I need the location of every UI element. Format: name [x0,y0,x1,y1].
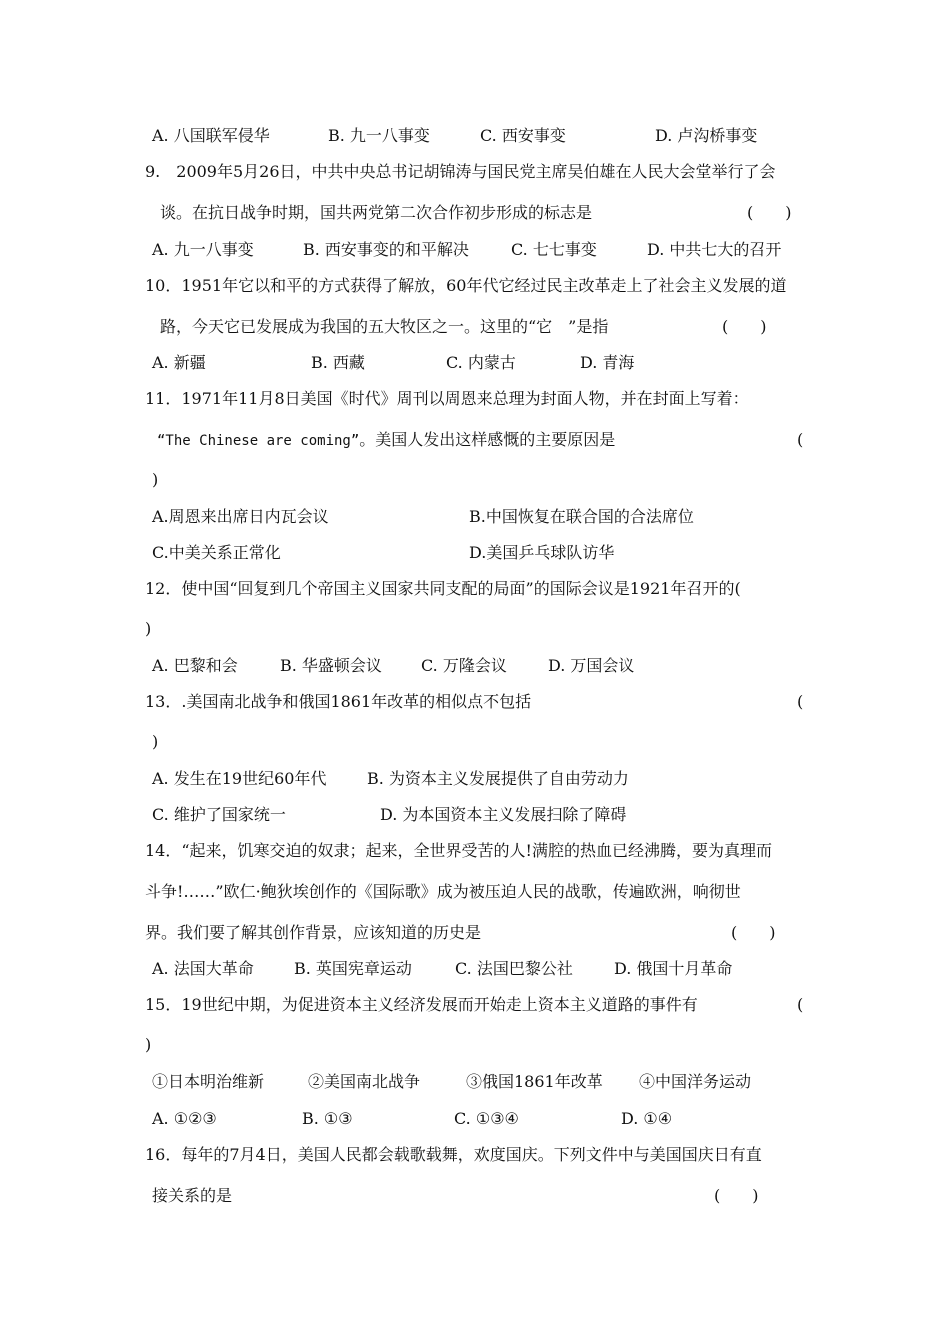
q14-stem-line3: 界。我们要了解其创作背景，应该知道的历史是 [145,923,482,942]
q11-option-c: C.中美关系正常化 [152,543,281,562]
q12-stem-line1: 12．使中国“回复到几个帝国主义国家共同支配的局面”的国际会议是1921年召开的( [145,579,741,598]
q12-option-a: A. 巴黎和会 [152,656,238,675]
q12-bracket-close: ) [145,619,152,638]
q9-option-a: A. 九一八事变 [152,240,254,259]
q13-stem-line1: 13．.美国南北战争和俄国1861年改革的相似点不包括 [145,692,532,711]
q14-option-a: A. 法国大革命 [152,959,254,978]
q13-bracket-open: ( [797,692,804,711]
q16-stem-line1: 16．每年的7月4日，美国人民都会载歌载舞，欢度国庆。下列文件中与美国国庆日有直 [145,1145,762,1164]
q15-bracket-close: ) [145,1035,152,1054]
q11-bracket-close: ) [152,470,159,489]
q10-option-b: B. 西藏 [311,353,365,372]
q15-item-3: ③俄国1861年改革 [466,1072,603,1091]
q14-option-c: C. 法国巴黎公社 [455,959,573,978]
q10-option-c: C. 内蒙古 [446,353,516,372]
q9-answer-bracket: ( ) [747,203,792,222]
q13-option-c: C. 维护了国家统一 [152,805,286,824]
q8-option-d: D. 卢沟桥事变 [655,126,758,145]
q15-stem-line1: 15．19世纪中期，为促进资本主义经济发展而开始走上资本主义道路的事件有 [145,995,698,1014]
q15-option-b: B. ①③ [302,1109,353,1128]
q15-option-c: C. ①③④ [454,1109,519,1128]
q11-english-quote: “The Chinese are coming” [157,433,360,449]
q13-option-d: D. 为本国资本主义发展扫除了障碍 [380,805,627,824]
q13-bracket-close: ) [152,732,159,751]
q9-option-c: C. 七七事变 [511,240,597,259]
q9-stem-line2: 谈。在抗日战争时期，国共两党第二次合作初步形成的标志是 [160,203,593,222]
q14-stem-line1: 14．“起来，饥寒交迫的奴隶；起来，全世界受苦的人!满腔的热血已经沸腾，要为真理而 [145,841,772,860]
q8-option-c: C. 西安事变 [480,126,566,145]
q16-answer-bracket: ( ) [714,1186,759,1205]
q11-option-a: A.周恩来出席日内瓦会议 [152,507,329,526]
q16-stem-line2: 接关系的是 [152,1186,233,1205]
q13-option-b: B. 为资本主义发展提供了自由劳动力 [367,769,629,788]
q15-item-4: ④中国洋务运动 [639,1072,752,1091]
q12-option-c: C. 万隆会议 [421,656,507,675]
q13-option-a: A. 发生在19世纪60年代 [152,769,327,788]
q14-answer-bracket: ( ) [731,923,776,942]
q11-stem-line2 [157,429,615,452]
q10-stem-line2: 路，今天它已发展成为我国的五大牧区之一。这里的“它 ”是指 [160,317,609,336]
q10-stem-line1: 10．1951年它以和平的方式获得了解放，60年代它经过民主改革走上了社会主义发展的道 [145,276,787,295]
q10-answer-bracket: ( ) [722,317,767,336]
q10-option-a: A. 新疆 [152,353,206,372]
q15-bracket-open: ( [797,995,804,1014]
q14-option-d: D. 俄国十月革命 [614,959,733,978]
q11-bracket-open: ( [797,430,804,449]
q12-option-b: B. 华盛顿会议 [280,656,382,675]
q9-stem-line1: 9. 2009年5月26日，中共中央总书记胡锦涛与国民党主席吴伯雄在人民大会堂举行了会 [145,162,776,181]
q15-item-2: ②美国南北战争 [308,1072,421,1091]
q15-item-1: ①日本明治维新 [152,1072,265,1091]
q11-stem-line2-rest: 。美国人发出这样感慨的主要原因是 [359,430,616,449]
q11-stem-line1: 11．1971年11月8日美国《时代》周刊以周恩来总理为封面人物，并在封面上写着： [145,389,749,408]
q12-option-d: D. 万国会议 [548,656,635,675]
q11-option-d: D.美国乒乓球队访华 [469,543,615,562]
q9-option-b: B. 西安事变的和平解决 [303,240,469,259]
q15-option-d: D. ①④ [621,1109,673,1128]
q8-option-b: B. 九一八事变 [328,126,430,145]
q15-option-a: A. ①②③ [152,1109,217,1128]
q14-option-b: B. 英国宪章运动 [294,959,412,978]
q11-option-b: B.中国恢复在联合国的合法席位 [469,507,694,526]
q10-option-d: D. 青海 [580,353,635,372]
q8-option-a: A. 八国联军侵华 [152,126,270,145]
q14-stem-line2: 斗争!……”欧仁·鲍狄埃创作的《国际歌》成为被压迫人民的战歌，传遍欧洲，响彻世 [145,882,741,901]
q9-option-d: D. 中共七大的召开 [647,240,782,259]
